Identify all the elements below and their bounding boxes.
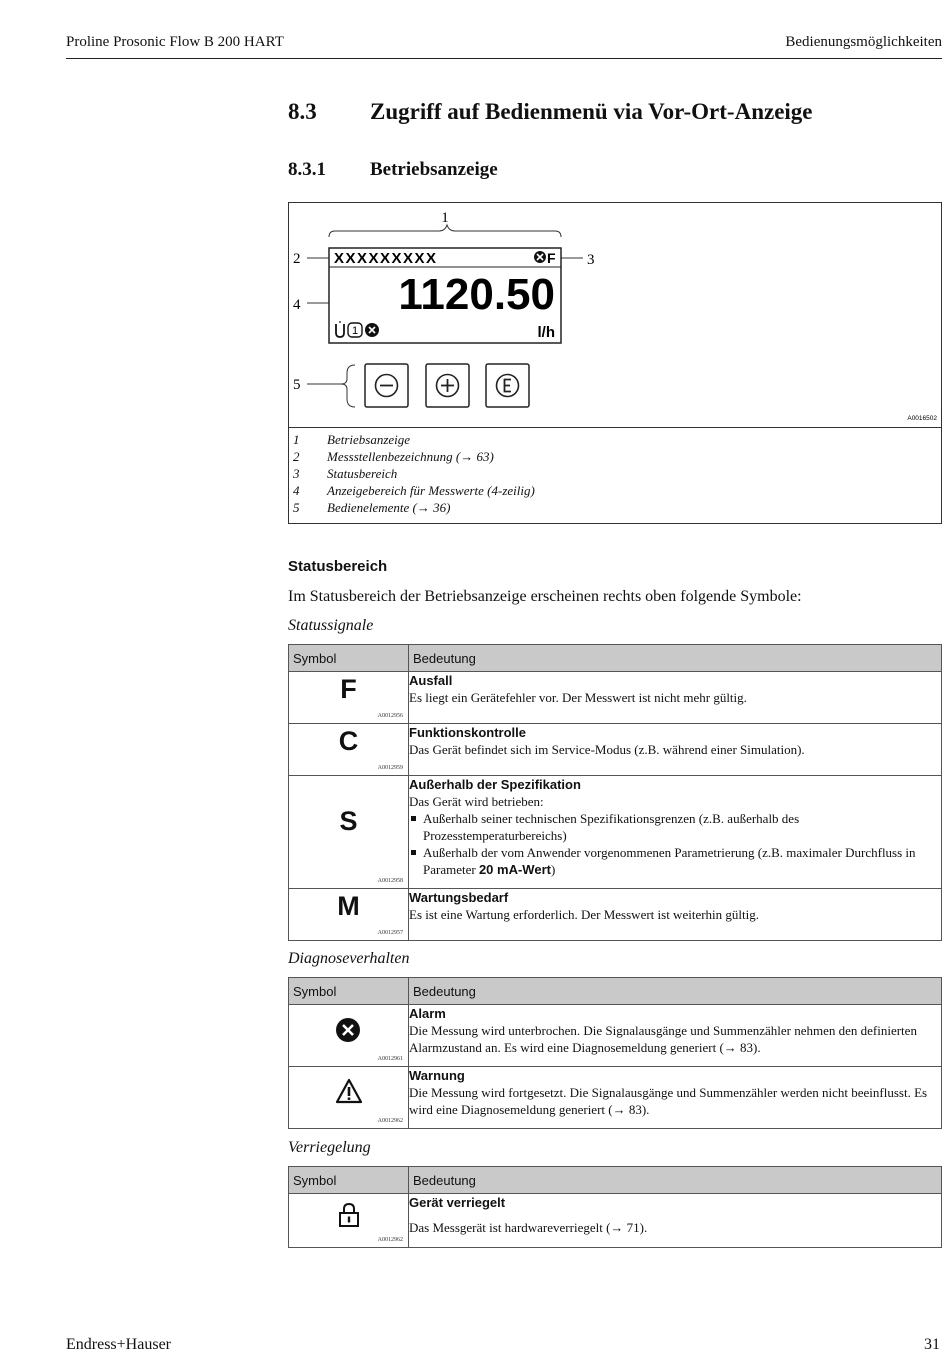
- statussignale-title: Statussignale: [288, 617, 374, 634]
- minus-button: [365, 364, 408, 407]
- statussignale-table: [288, 644, 942, 941]
- lcd-unit: l/h: [537, 324, 555, 341]
- callout-2: 2: [293, 251, 301, 267]
- lock-icon: [338, 1202, 360, 1228]
- verriegelung-title: Verriegelung: [288, 1139, 371, 1156]
- status-s-icon: S: [339, 806, 358, 836]
- page-number: 31: [924, 1336, 940, 1353]
- status-c-icon: C: [338, 726, 359, 756]
- lcd-status: F: [547, 250, 556, 266]
- table-row: C A0012959 Funktionskontrolle Das Gerät befindet sich im Service-Modus (z.B. während einer Simulation).: [289, 724, 942, 776]
- status-f-icon: F: [340, 674, 357, 704]
- legend-item: 1 Betriebsanzeige: [293, 432, 411, 447]
- callout-5: 5: [293, 377, 301, 393]
- enter-button: [486, 364, 529, 407]
- diagnoseverhalten-title: Diagnoseverhalten: [288, 950, 410, 967]
- warning-icon: [335, 1078, 363, 1104]
- col-meaning: Bedeutung: [409, 645, 942, 672]
- legend-item: 5 Bedienelemente (→ 36): [293, 500, 451, 515]
- table-row: F A0012956 Ausfall Es liegt ein Gerätefehler vor. Der Messwert ist nicht mehr gültig.: [289, 672, 942, 724]
- table-row: A0012962 Gerät verriegelt Das Messgerät ist hardwareverriegelt (→ 71).: [289, 1194, 942, 1248]
- legend-item: 2 Messstellenbezeichnung (→ 63): [293, 449, 494, 464]
- header-chapter: Bedienungsmöglichkeiten: [785, 34, 942, 50]
- legend-item: 4 Anzeigebereich für Messwerte (4-zeilig): [293, 483, 535, 498]
- statusbereich-title: Statusbereich: [288, 558, 388, 575]
- footer-brand: Endress+Hauser: [66, 1336, 171, 1353]
- legend-item: 3 Statusbereich: [293, 466, 398, 481]
- header-rule: [66, 58, 942, 59]
- callout-4: 4: [293, 297, 301, 313]
- statusbereich-intro: Im Statusbereich der Betriebsanzeige erscheinen rechts oben folgende Symbole:: [288, 588, 802, 605]
- verriegelung-table: Symbol Bedeutung A0012962 Gerät verriegelt Das Messgerät ist hardwareverriegelt (→ 71).: [288, 1166, 942, 1248]
- figure-code: A0016502: [907, 415, 937, 422]
- status-m-icon: M: [337, 891, 360, 921]
- section-number: 8.3: [288, 99, 317, 124]
- table-row: A0012961 Alarm Die Messung wird unterbrochen. Die Signalausgänge und Summenzähler nehmen den definierten Alarmzustand an. Es wird eine Diagnosemeldung generiert (→ 83).: [289, 1005, 942, 1067]
- table-row: M A0012957 Wartungsbedarf Es ist eine Wartung erforderlich. Der Messwert ist weiterhin gültig.: [289, 889, 942, 941]
- callout-brace-top: [329, 225, 561, 237]
- subsection-heading: [288, 159, 498, 181]
- callout-1: 1: [441, 210, 449, 226]
- lcd-value: 1120.50: [398, 270, 555, 319]
- diagnoseverhalten-table: Symbol Bedeutung A0012961 Alarm Die Messung wird unterbrochen. Die Signalausgänge und Summenzähler nehmen den definierten Alarmzustand an. Es wird eine Diagnosemeldung generiert (→ 83). A0012962 Warnung Die Messung wird fortgesetzt. Die Signalausgänge und Summenzähler werden nicht beeinflusst. Es wird eine Diagnosemeldung generiert (→ 83).: [288, 977, 942, 1129]
- subsection-title: Betriebsanzeige: [370, 159, 498, 180]
- lcd-tag: XXXXXXXXX: [334, 250, 438, 267]
- plus-button: [426, 364, 469, 407]
- table-row: A0012962 Warnung Die Messung wird fortgesetzt. Die Signalausgänge und Summenzähler werden nicht beeinflusst. Es wird eine Diagnosemeldung generiert (→ 83).: [289, 1067, 942, 1129]
- display-figure: [288, 202, 942, 428]
- alarm-icon: [335, 1017, 361, 1043]
- callout-brace-left: [341, 365, 355, 407]
- col-symbol: Symbol: [289, 645, 409, 672]
- lcd-channel: 1: [351, 325, 359, 337]
- callout-3: 3: [587, 252, 595, 268]
- subsection-number: 8.3.1: [288, 159, 326, 180]
- figure-legend: [288, 427, 942, 524]
- section-title: Zugriff auf Bedienmenü via Vor-Ort-Anzeige: [370, 99, 813, 124]
- header-product: Proline Prosonic Flow B 200 HART: [66, 34, 284, 50]
- section-heading: [288, 99, 813, 125]
- display-illustration: [289, 203, 941, 427]
- table-row: S A0012958 Außerhalb der Spezifikation Das Gerät wird betrieben: Außerhalb seiner technischen Spezifikationsgrenzen (z.B. außerhalb des Prozesstemperaturbereichs) Außerhalb der vom Anwender vorgenommenen Parametrierung (z.B. maximaler Durchfluss in Parameter 20 mA-Wert): [289, 776, 942, 889]
